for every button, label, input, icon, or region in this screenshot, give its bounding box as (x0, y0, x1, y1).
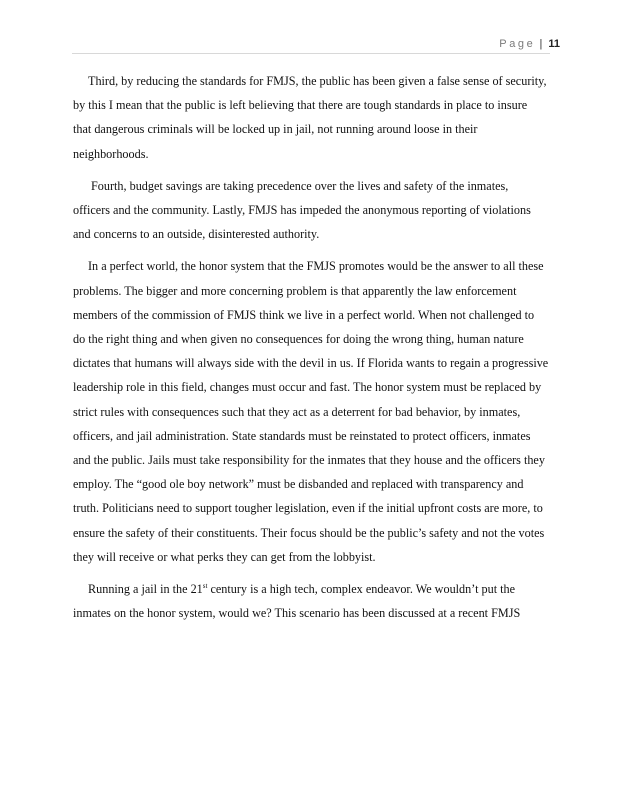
text-line: officers and the community. Lastly, FMJS has impeded the anonymous reporting of violations (73, 203, 531, 218)
text-line: problems. The bigger and more concerning problem is that apparently the law enforcement (73, 283, 517, 298)
paragraph-1 (73, 69, 553, 166)
text-line: and concerns to an outside, disinterested authority. (73, 227, 320, 242)
document-body (73, 69, 553, 633)
text-line: officers, and jail administration. State standards must be reinstated to protect officers, inmates (73, 428, 531, 443)
text-line: dictates that humans will always side with the devil in us. If Florida wants to regain a progressive (73, 356, 549, 371)
text-line: ensure the safety of their constituents. Their focus should be the public’s safety and not the votes (73, 525, 545, 540)
text-line: strict rules with consequences such that they act as a deterrent for bad behavior, by inmates, (73, 404, 521, 419)
text-line: members of the commission of FMJS think we live in a perfect world. When not challenged to (73, 307, 535, 322)
paragraph-3 (73, 254, 553, 569)
text-line: and the public. Jails must take responsibility for the inmates that they house and the officers they (73, 453, 545, 468)
paragraph-4 (73, 577, 553, 625)
text-line: In a perfect world, the honor system that the FMJS promotes would be the answer to all these (88, 259, 544, 274)
page-header (499, 38, 560, 50)
text-fragment: Running a jail in the 21 (88, 582, 203, 597)
text-line (73, 577, 553, 601)
page-number: 11 (548, 38, 560, 50)
header-rule (72, 53, 550, 54)
text-line: Fourth, budget savings are taking precedence over the lives and safety of the inmates, (91, 178, 509, 193)
text-fragment: century is a high tech, complex endeavor. We wouldn’t put the (207, 582, 516, 597)
text-line: by this I mean that the public is left believing that there are tough standards in place to insure (73, 98, 528, 113)
text-line: neighborhoods. (73, 146, 149, 161)
text-line: leadership role in this field, changes must occur and fast. The honor system must be replaced by (73, 380, 542, 395)
page-label: Page (499, 38, 536, 50)
text-line: truth. Politicians need to support tougher legislation, even if the initial upfront costs are more, to (73, 501, 543, 516)
text-line: employ. The “good ole boy network” must be disbanded and replaced with transparency and (73, 477, 524, 492)
text-line: do the right thing and when given no consequences for doing the wrong thing, human nature (73, 332, 524, 347)
text-line: Third, by reducing the standards for FMJS, the public has been given a false sense of security, (88, 74, 547, 88)
text-line: inmates on the honor system, would we? This scenario has been discussed at a recent FMJS (73, 606, 521, 621)
text-line: they will receive or what perks they can get from the lobbyist. (73, 549, 376, 564)
superscript: st (202, 582, 208, 591)
header-separator: | (539, 38, 543, 50)
text-line: that dangerous criminals will be locked up in jail, not running around loose in their (73, 122, 478, 137)
paragraph-2 (73, 174, 553, 247)
